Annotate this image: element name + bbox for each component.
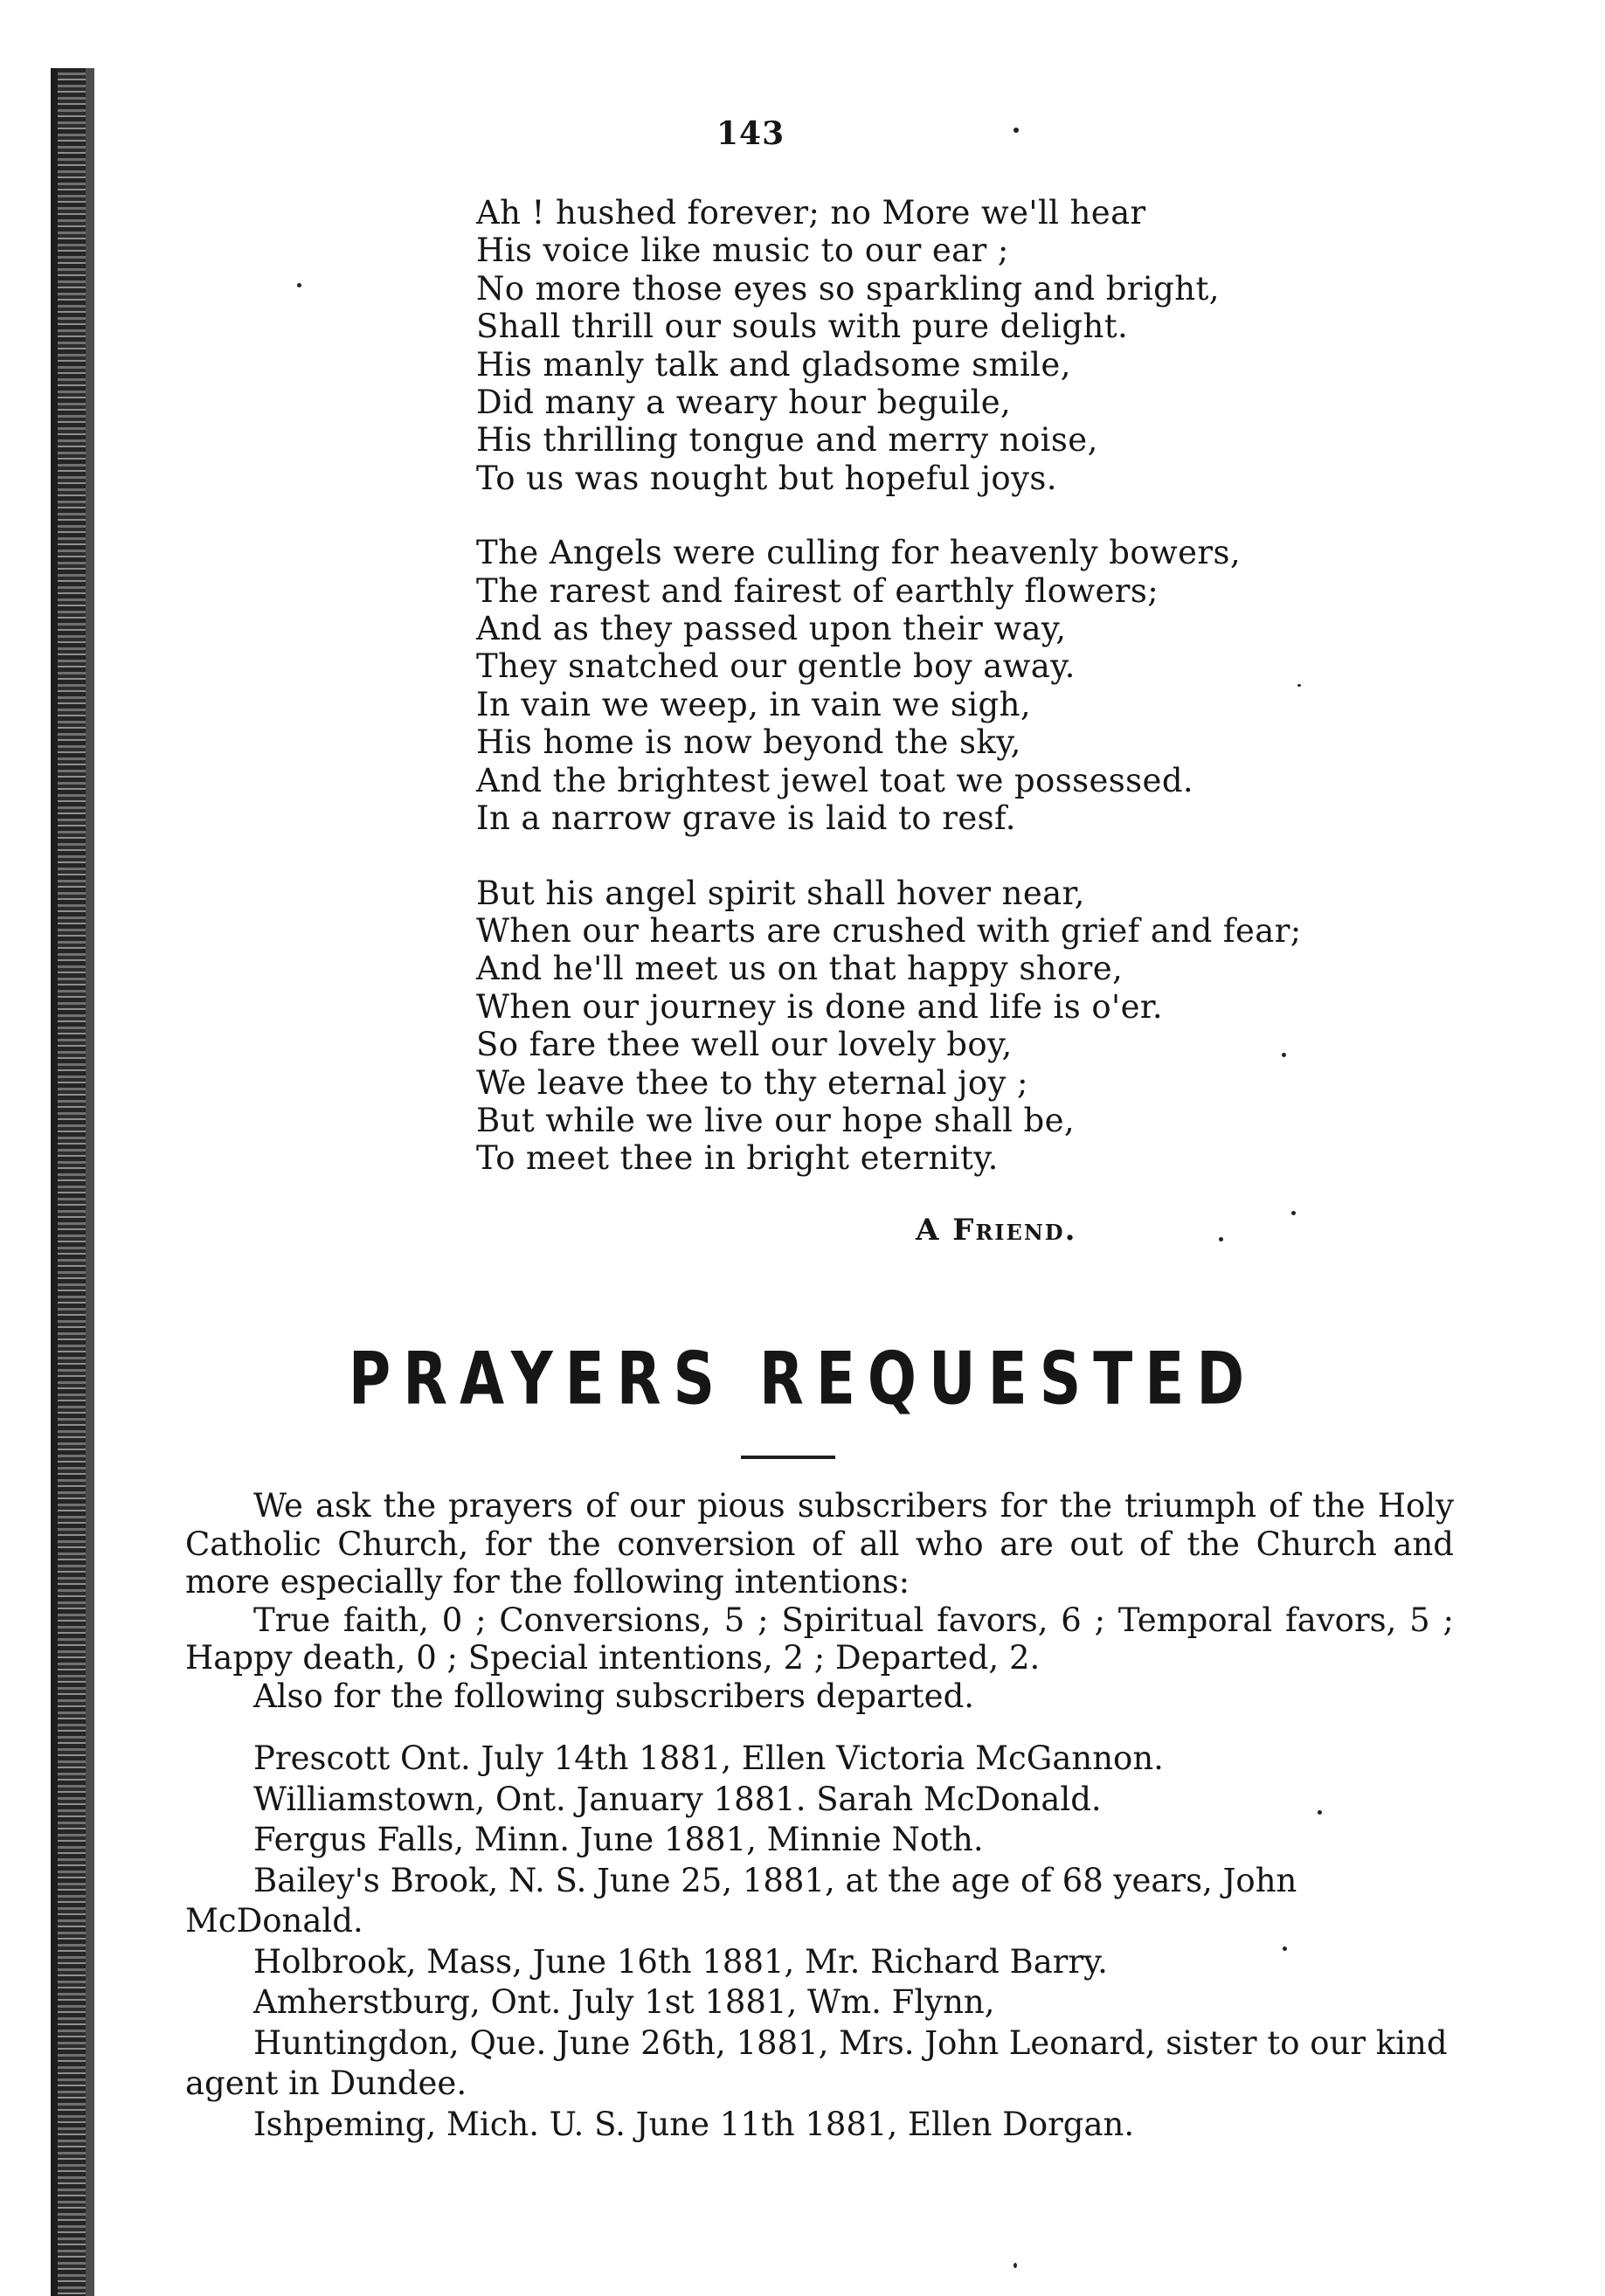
poem-line: Did many a weary hour beguile, <box>476 384 1012 422</box>
poem-line: His home is now beyond the sky, <box>476 723 1021 762</box>
departed-intro: Also for the following subscribers departed. <box>253 1677 975 1715</box>
departed-entry: Williamstown, Ont. January 1881. Sarah McDonald. <box>253 1780 1102 1818</box>
page-number: 143 <box>716 115 785 152</box>
poem-line: So fare thee well our lovely boy, <box>476 1026 1013 1064</box>
poem-stanza <box>476 534 1394 837</box>
departed-entry: Fergus Falls, Minn. June 1881, Minnie Noth. <box>253 1821 984 1858</box>
print-speck <box>1014 128 1019 133</box>
poem-line: When our hearts are crushed with grief and fear; <box>476 911 1302 950</box>
poem-line: The Angels were culling for heavenly bowers, <box>476 534 1242 572</box>
heading-divider <box>741 1456 835 1459</box>
print-speck <box>1014 2263 1017 2268</box>
poem-line: And as they passed upon their way, <box>476 610 1067 648</box>
print-speck <box>297 283 301 287</box>
poem-line: To meet thee in bright eternity. <box>476 1139 999 1178</box>
intentions-tally: True faith, 0 ; Conversions, 5 ; Spiritual favors, 6 ; Temporal favors, 5 ; Happy death, 0 ; Special intentions, 2 ; Departed, 2. <box>185 1601 1454 1677</box>
poem-signature: A Friend. <box>916 1213 1077 1248</box>
poem-line: The rarest and fairest of earthly flowers; <box>476 571 1159 610</box>
poem-line: But while we live our hope shall be, <box>476 1101 1076 1139</box>
print-speck <box>1219 1237 1223 1241</box>
poem-line: We leave thee to thy eternal joy ; <box>476 1063 1028 1102</box>
memorial-poem <box>476 194 1394 1214</box>
poem-stanza <box>476 194 1394 497</box>
scanned-binding-edge <box>51 68 94 2296</box>
poem-line: And the brightest jewel toat we possessed. <box>476 761 1194 799</box>
prayers-intro-block <box>185 1487 1454 1715</box>
poem-line: And he'll meet us on that happy shore, <box>476 950 1124 988</box>
poem-stanza <box>476 875 1394 1178</box>
poem-line: In a narrow grave is laid to resf. <box>476 799 1016 838</box>
poem-line: His thrilling tongue and merry noise, <box>476 421 1098 460</box>
poem-line: His manly talk and gladsome smile, <box>476 345 1071 384</box>
departed-entry: Prescott Ont. July 14th 1881, Ellen Victoria McGannon. <box>253 1739 1164 1777</box>
poem-line: His voice like music to our ear ; <box>476 232 1009 270</box>
departed-entry: Ishpeming, Mich. U. S. June 11th 1881, Ellen Dorgan. <box>253 2105 1135 2143</box>
poem-line: Ah ! hushed forever; no More we'll hear <box>476 194 1146 232</box>
departed-entry: Amherstburg, Ont. July 1st 1881, Wm. Flynn, <box>253 1983 995 2021</box>
poem-line: In vain we weep, in vain we sigh, <box>476 685 1032 723</box>
poem-line: No more those eyes so sparkling and bright, <box>476 269 1220 308</box>
prayers-requested-heading: PRAYERS REQUESTED <box>348 1337 1257 1421</box>
poem-line: They snatched our gentle boy away. <box>476 647 1076 686</box>
departed-entry: Huntingdon, Que. June 26th, 1881, Mrs. John Leonard, sister to our kind agent in Dundee. <box>185 2023 1448 2102</box>
poem-line: Shall thrill our souls with pure delight. <box>476 308 1129 346</box>
poem-line: To us was nought but hopeful joys. <box>476 459 1057 497</box>
poem-line: When our journey is done and life is o'er. <box>476 987 1164 1026</box>
poem-line: But his angel spirit shall hover near, <box>476 874 1085 912</box>
prayers-intro: We ask the prayers of our pious subscribers for the triumph of the Holy Catholic Church, for the conversion of all who are out of the Church and more especially for the following intentions: <box>185 1487 1454 1601</box>
departed-list <box>185 1739 1454 2145</box>
departed-entry: Bailey's Brook, N. S. June 25, 1881, at the age of 68 years, John McDonald. <box>185 1861 1297 1940</box>
departed-entry: Holbrook, Mass, June 16th 1881, Mr. Richard Barry. <box>253 1942 1108 1981</box>
